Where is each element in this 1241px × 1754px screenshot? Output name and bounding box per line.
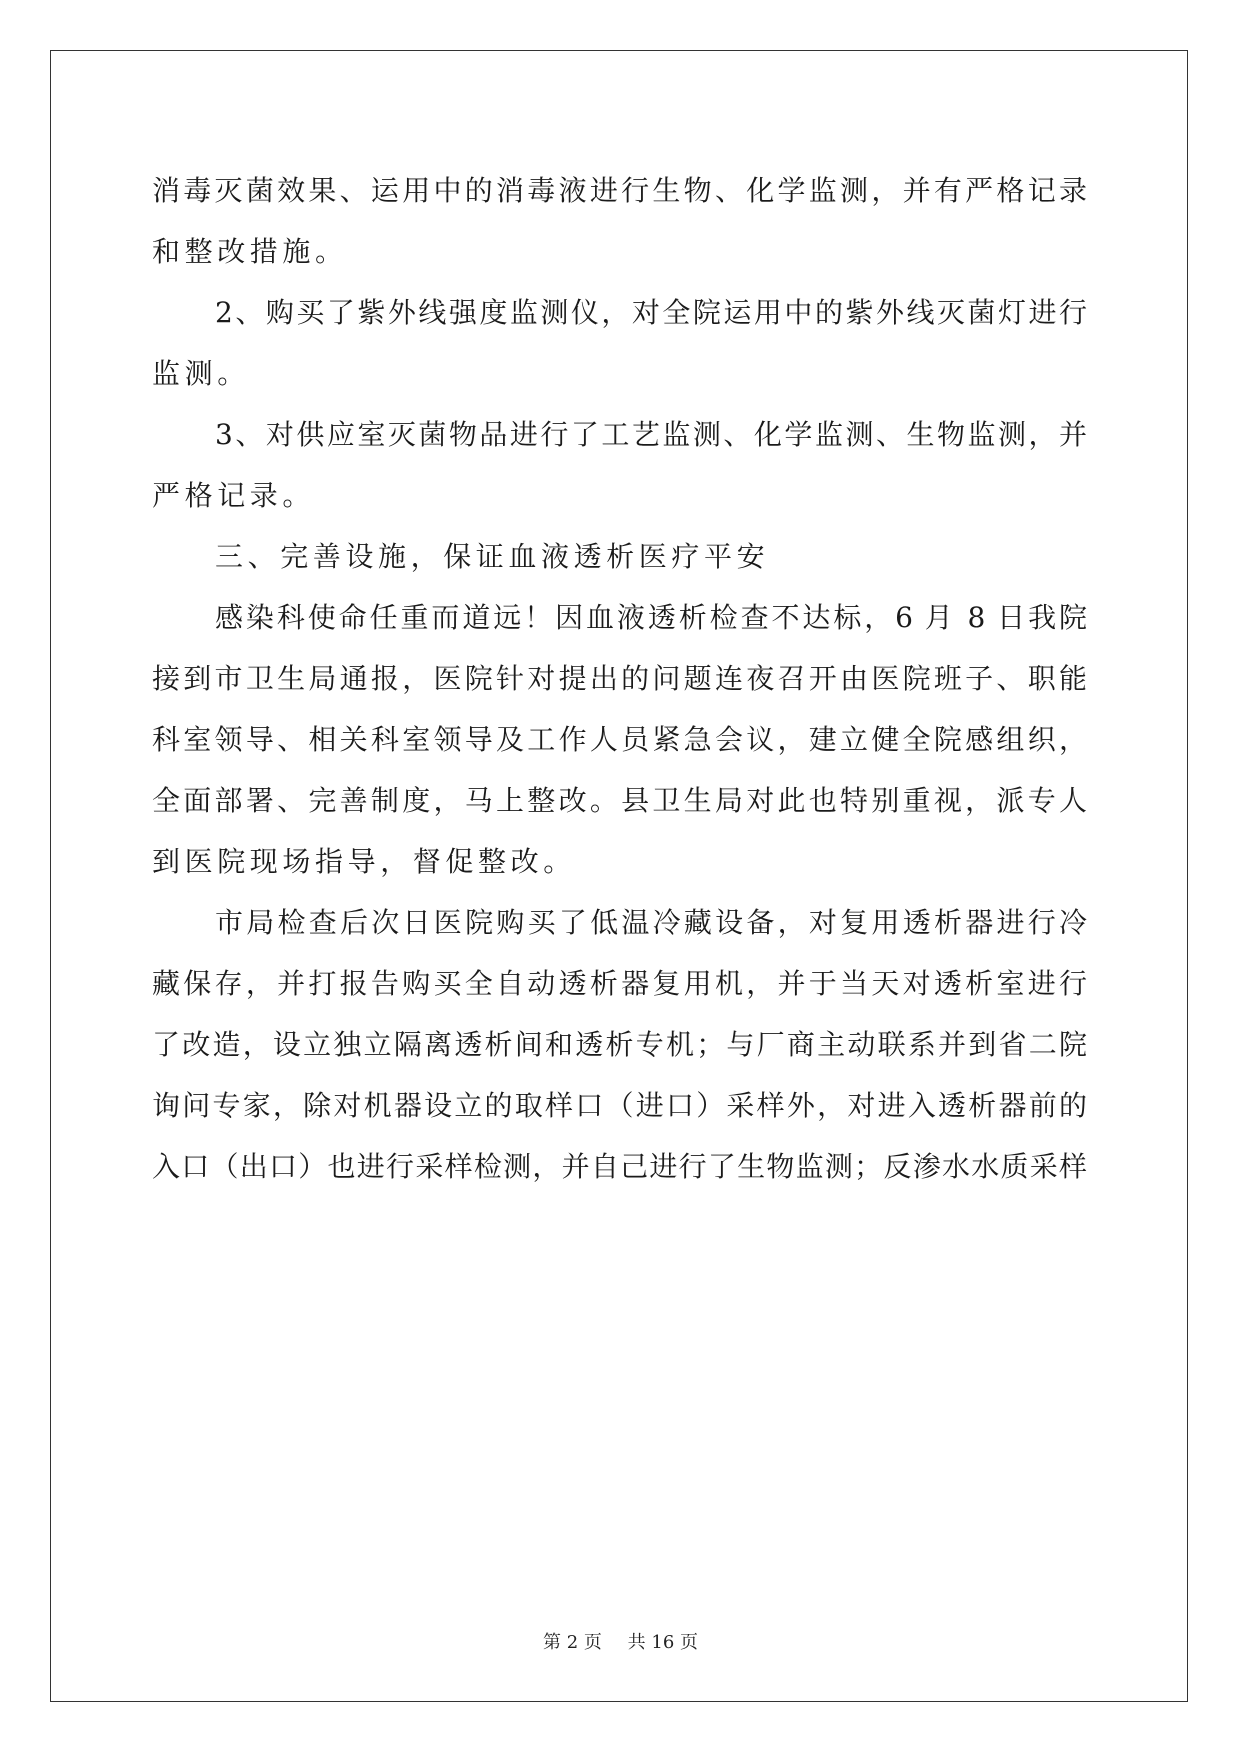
section-heading: 三、完善设施，保证血液透析医疗平安 [215,540,770,573]
text-line: 了改造，设立独立隔离透析间和透析专机；与厂商主动联系并到省二院 [152,1028,1087,1061]
text-line: 监测。 [152,357,250,390]
text-line: 严格记录。 [152,479,316,512]
text-line: 入口（出口）也进行采样检测，并自己进行了生物监测；反渗水水质采样 [152,1150,1087,1183]
text-line: 询问专家，除对机器设立的取样口（进口）采样外，对进入透析器前的 [152,1089,1087,1122]
text-line: 消毒灭菌效果、运用中的消毒液进行生物、化学监测，并有严格记录 [152,174,1087,207]
text-line: 到医院现场指导，督促整改。 [152,845,576,878]
text-line: 藏保存，并打报告购买全自动透析器复用机，并于当天对透析室进行 [152,967,1087,1000]
text-line: 感染科使命任重而道远！因血液透析检查不达标，6 月 8 日我院 [215,601,1087,634]
text-line: 接到市卫生局通报，医院针对提出的问题连夜召开由医院班子、职能 [152,662,1087,695]
text-line: 全面部署、完善制度，马上整改。县卫生局对此也特别重视，派专人 [152,784,1087,817]
text-line: 科室领导、相关科室领导及工作人员紧急会议，建立健全院感组织， [152,723,1087,756]
page-footer [0,1628,1241,1654]
text-line: 2、购买了紫外线强度监测仪，对全院运用中的紫外线灭菌灯进行 [215,296,1087,329]
text-line: 3、对供应室灭菌物品进行了工艺监测、化学监测、生物监测，并 [215,418,1087,451]
page-total: 共 16 页 [627,1632,698,1653]
page-number: 第 2 页 [543,1632,602,1653]
text-line: 和整改措施。 [152,235,348,268]
document-body [152,160,1087,1197]
text-line: 市局检查后次日医院购买了低温冷藏设备，对复用透析器进行冷 [215,906,1087,939]
